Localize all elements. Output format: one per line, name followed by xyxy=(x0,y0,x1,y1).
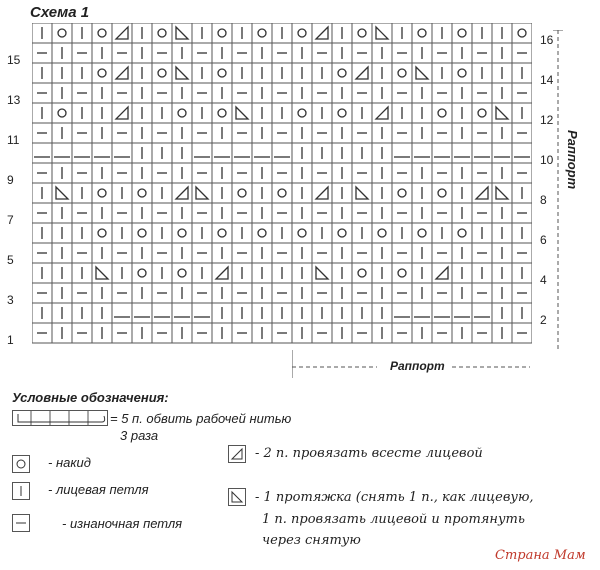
stitch-symbol xyxy=(116,27,128,39)
stitch-symbol xyxy=(138,229,146,237)
legend-wrap5-text-2: 3 раза xyxy=(120,428,159,443)
legend-title: Условные обозначения: xyxy=(12,390,169,405)
row-number-6: 6 xyxy=(540,233,547,247)
stitch-symbol xyxy=(376,27,388,39)
vertical-raport-label xyxy=(565,130,579,192)
row-number-1: 1 xyxy=(7,333,14,347)
row-number-5: 5 xyxy=(7,253,14,267)
stitch-symbol xyxy=(478,109,486,117)
horizontal-raport-label: Раппорт xyxy=(390,359,445,373)
stitch-symbol xyxy=(238,189,246,197)
stitch-symbol xyxy=(316,267,328,279)
stitch-symbol xyxy=(138,189,146,197)
stitch-symbol xyxy=(218,69,226,77)
purl-legend-icon xyxy=(12,514,30,532)
row-number-12: 12 xyxy=(540,113,554,127)
row-number-14: 14 xyxy=(540,73,554,87)
vertical-raport-text: Раппорт xyxy=(565,130,580,190)
row-number-7: 7 xyxy=(7,213,14,227)
stitch-symbol xyxy=(338,109,346,117)
yo-legend-icon xyxy=(12,455,30,473)
stitch-symbol xyxy=(176,67,188,79)
stitch-symbol xyxy=(176,27,188,39)
stitch-symbol xyxy=(398,189,406,197)
stitch-symbol xyxy=(418,229,426,237)
stitch-symbol xyxy=(56,187,68,199)
stitch-symbol xyxy=(476,187,488,199)
stitch-symbol xyxy=(496,187,508,199)
vertical-raport-line xyxy=(553,30,563,350)
row-number-10: 10 xyxy=(540,153,554,167)
legend-k2tog-text: - 2 п. провязать всесте лицевой xyxy=(255,446,483,461)
stitch-symbol xyxy=(418,29,426,37)
stitch-symbol xyxy=(218,29,226,37)
row-number-13: 13 xyxy=(7,93,21,107)
legend-ssk-text-2: 1 п. провязать лицевой и протянуть xyxy=(262,512,525,527)
stitch-symbol xyxy=(278,189,286,197)
stitch-symbol xyxy=(216,267,228,279)
stitch-symbol xyxy=(438,189,446,197)
stitch-symbol xyxy=(158,29,166,37)
k2tog-legend-icon xyxy=(228,445,246,463)
row-number-2: 2 xyxy=(540,313,547,327)
row-number-15: 15 xyxy=(7,53,21,67)
stitch-symbol xyxy=(496,107,508,119)
stitch-symbol xyxy=(98,229,106,237)
stitch-symbol xyxy=(236,107,248,119)
stitch-symbol xyxy=(316,27,328,39)
ssk-legend-icon xyxy=(228,488,246,506)
stitch-symbol xyxy=(356,187,368,199)
stitch-symbol xyxy=(58,29,66,37)
stitch-symbol xyxy=(98,189,106,197)
stitch-symbol xyxy=(176,187,188,199)
stitch-symbol xyxy=(436,267,448,279)
legend-ssk-text-3: через снятую xyxy=(262,533,361,548)
stitch-symbol xyxy=(298,29,306,37)
stitch-symbol xyxy=(158,69,166,77)
legend-purl-text: - изнаночная петля xyxy=(62,516,183,531)
stitch-symbol xyxy=(398,69,406,77)
stitch-symbol xyxy=(138,269,146,277)
wrap5-legend-icon xyxy=(12,410,108,426)
stitch-symbol xyxy=(116,67,128,79)
knitting-chart-grid xyxy=(32,23,532,353)
stitch-symbol xyxy=(458,69,466,77)
legend-yo-text: - накид xyxy=(48,455,91,470)
watermark: Страна Мам xyxy=(495,548,586,563)
stitch-symbol xyxy=(338,229,346,237)
chart-title: Схема 1 xyxy=(30,4,90,21)
row-number-16: 16 xyxy=(540,33,554,47)
knit-legend-icon xyxy=(12,482,30,500)
legend-knit-text: - лицевая петля xyxy=(48,482,149,497)
stitch-symbol xyxy=(196,187,208,199)
stitch-symbol xyxy=(178,109,186,117)
stitch-symbol xyxy=(316,187,328,199)
stitch-symbol xyxy=(358,269,366,277)
stitch-symbol xyxy=(298,229,306,237)
stitch-symbol xyxy=(458,229,466,237)
stitch-symbol xyxy=(438,109,446,117)
legend-wrap5-text: = 5 п. обвить рабочей нитью xyxy=(110,411,292,426)
stitch-symbol xyxy=(378,229,386,237)
stitch-symbol xyxy=(376,107,388,119)
stitch-symbol xyxy=(178,269,186,277)
row-number-3: 3 xyxy=(7,293,14,307)
legend-ssk-text: - 1 протяжка (снять 1 п., как лицевую, xyxy=(255,490,534,505)
stitch-symbol xyxy=(398,269,406,277)
stitch-symbol xyxy=(98,69,106,77)
stitch-symbol xyxy=(258,229,266,237)
stitch-symbol xyxy=(58,109,66,117)
stitch-symbol xyxy=(356,67,368,79)
stitch-symbol xyxy=(518,29,526,37)
stitch-symbol xyxy=(98,29,106,37)
row-number-4: 4 xyxy=(540,273,547,287)
stitch-symbol xyxy=(338,69,346,77)
stitch-symbol xyxy=(178,229,186,237)
stitch-symbol xyxy=(358,29,366,37)
stitch-symbol xyxy=(298,109,306,117)
stitch-symbol xyxy=(416,67,428,79)
stitch-symbol xyxy=(218,109,226,117)
row-number-8: 8 xyxy=(540,193,547,207)
stitch-symbol xyxy=(96,267,108,279)
stitch-symbol xyxy=(458,29,466,37)
row-number-11: 11 xyxy=(7,133,20,147)
stitch-symbol xyxy=(218,229,226,237)
row-number-9: 9 xyxy=(7,173,14,187)
stitch-symbol xyxy=(116,107,128,119)
stitch-symbol xyxy=(258,29,266,37)
